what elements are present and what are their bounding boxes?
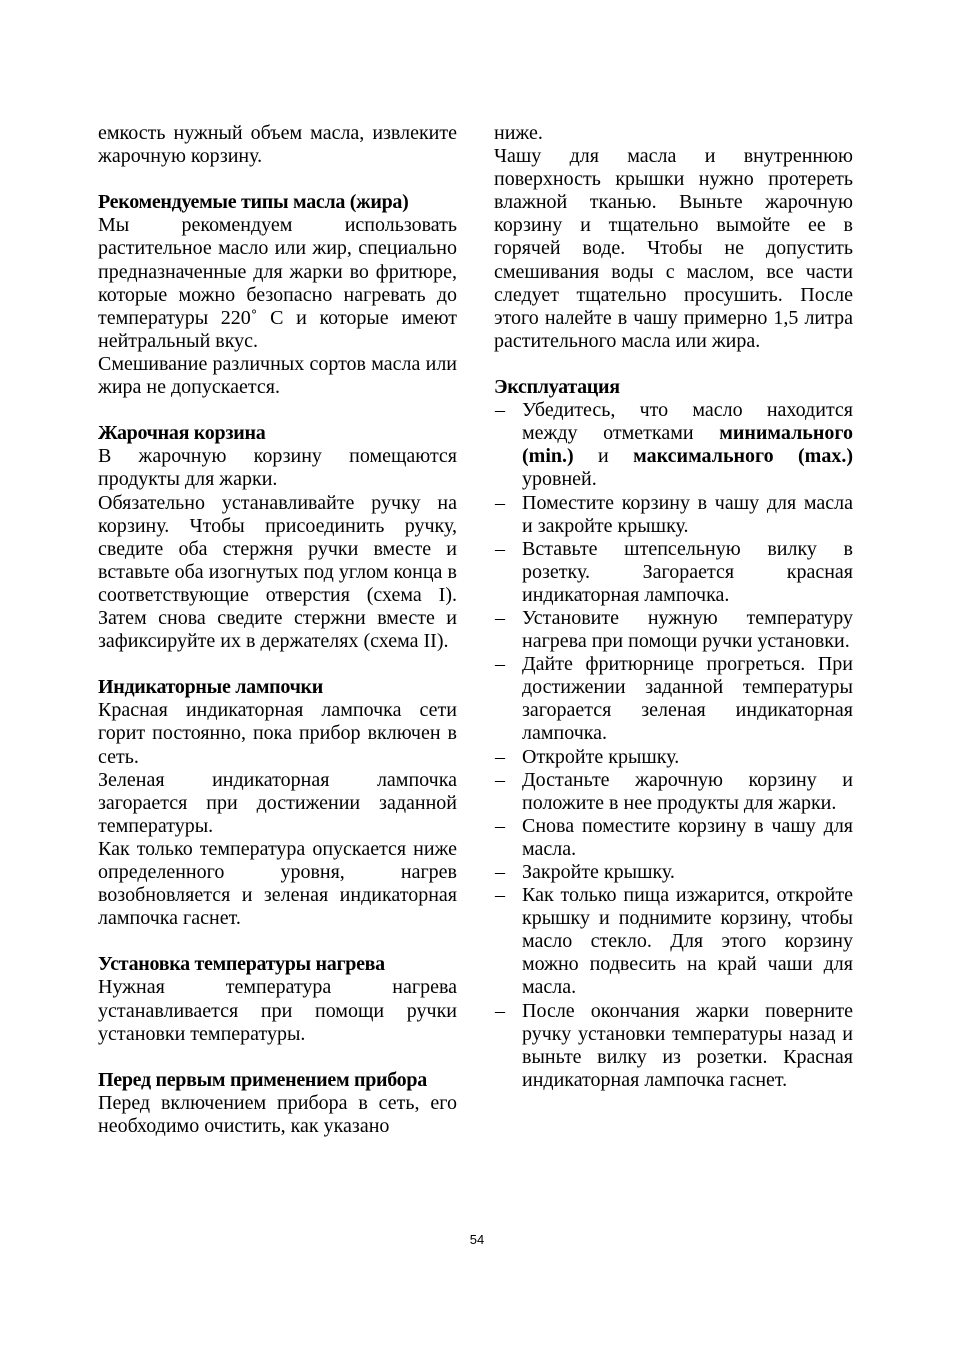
continued-paragraph: ниже. — [494, 122, 543, 144]
list-item: – После окончания жарки поверните ручку установки температуры назад и выньте вилку из розетки. Красная индикаторная лампочка гаснет. — [495, 999, 853, 1091]
dash-bullet: – — [495, 999, 505, 1022]
dash-bullet: – — [495, 861, 505, 883]
heading-temperature-setting: Установка температуры нагрева — [98, 953, 385, 976]
basket-handle-paragraph: Обязательно устанавливайте ручку на корзину. Чтобы присоединить ручку, сведите оба стержня ручки вместе и вставьте оба изогнутых под углом конца в соответствующие отверстия (схема I). Затем снова сведите стержни вместе и зафиксируйте их в держателях (схема II). — [98, 491, 457, 653]
green-lamp-paragraph: Зеленая индикаторная лампочка загорается при достижении заданной температуры. — [98, 768, 457, 837]
list-item: – Закройте крышку. — [495, 861, 675, 883]
heading-oil-types: Рекомендуемые типы масла (жира) — [98, 191, 409, 214]
list-item: – Как только пища изжарится, откройте крышку и поднимите корзину, чтобы масло стекло. Для этого корзину можно подвесить на край чаши для масла. — [495, 884, 853, 999]
heading-operation: Эксплуатация — [494, 376, 620, 399]
dash-bullet: – — [495, 653, 505, 676]
oil-mixing-paragraph: Смешивание различных сортов масла или жира не допускается. — [98, 352, 457, 399]
dash-bullet: – — [495, 491, 505, 514]
left-column — [98, 122, 457, 1138]
dash-bullet: – — [495, 399, 505, 422]
dash-bullet: – — [495, 745, 505, 768]
dash-bullet: – — [495, 814, 505, 837]
oil-types-paragraph: Мы рекомендуем использовать растительное масло или жир, специально предназначенные для жарки во фритюре, которые можно безопасно нагревать до температуры 220˚ С и которые имеют нейтральный вкус. — [98, 214, 457, 352]
right-column — [494, 122, 853, 1092]
cleaning-paragraph: Чашу для масла и внутреннюю поверхность крышки нужно протереть влажной тканью. Выньте жарочную корзину и тщательно вымойте ее в горячей воде. Чтобы не допустить смешивания воды с маслом, все части следует тщательно просушить. После этого налейте в чашу примерно 1,5 литра растительного масла или жира. — [494, 145, 853, 352]
basket-paragraph: В жарочную корзину помещаются продукты для жарки. — [98, 445, 457, 491]
max-level-label: максимального (max.) — [633, 445, 854, 468]
list-item: – Достаньте жарочную корзину и положите в нее продукты для жарки. — [495, 768, 853, 814]
red-lamp-paragraph: Красная индикаторная лампочка сети горит постоянно, пока прибор включен в сеть. — [98, 699, 457, 768]
list-item: – Снова поместите корзину в чашу для масла. — [495, 814, 853, 860]
list-item: – Поместите корзину в чашу для масла и закройте крышку. — [495, 491, 853, 537]
heading-frying-basket: Жарочная корзина — [98, 422, 266, 445]
list-item: – Откройте крышку. — [495, 745, 680, 768]
dash-bullet: – — [495, 768, 505, 791]
min-level-label: минимального (min.) — [522, 422, 853, 468]
page-number: 54 — [469, 1232, 485, 1247]
dash-bullet: – — [495, 884, 505, 907]
temperature-setting-paragraph: Нужная температура нагрева устанавливается при помощи ручки установки температуры. — [98, 976, 457, 1045]
operation-steps-list — [494, 399, 853, 1092]
temperature-drop-paragraph: Как только температура опускается ниже определенного уровня, нагрев возобновляется и зеленая индикаторная лампочка гаснет. — [98, 837, 457, 930]
list-item: – Установите нужную температуру нагрева при помощи ручки установки. — [495, 606, 853, 653]
list-item: – Дайте фритюрнице прогреться. При достижении заданной температуры загорается зеленая индикаторная лампочка. — [495, 653, 853, 745]
intro-paragraph: емкость нужный объем масла, извлеките жарочную корзину. — [98, 122, 457, 168]
heading-before-first-use: Перед первым применением прибора — [98, 1068, 427, 1091]
dash-bullet: – — [495, 606, 505, 629]
list-item: – Вставьте штепсельную вилку в розетку. Загорается красная индикаторная лампочка. — [495, 537, 853, 606]
list-item: – Убедитесь, что масло находится между отметками минимального (min.) и максимального (max.) уровней. — [495, 399, 854, 491]
dash-bullet: – — [495, 537, 505, 560]
heading-indicator-lamps: Индикаторные лампочки — [98, 676, 323, 699]
before-first-use-paragraph: Перед включением прибора в сеть, его необходимо очистить, как указано — [98, 1091, 457, 1138]
